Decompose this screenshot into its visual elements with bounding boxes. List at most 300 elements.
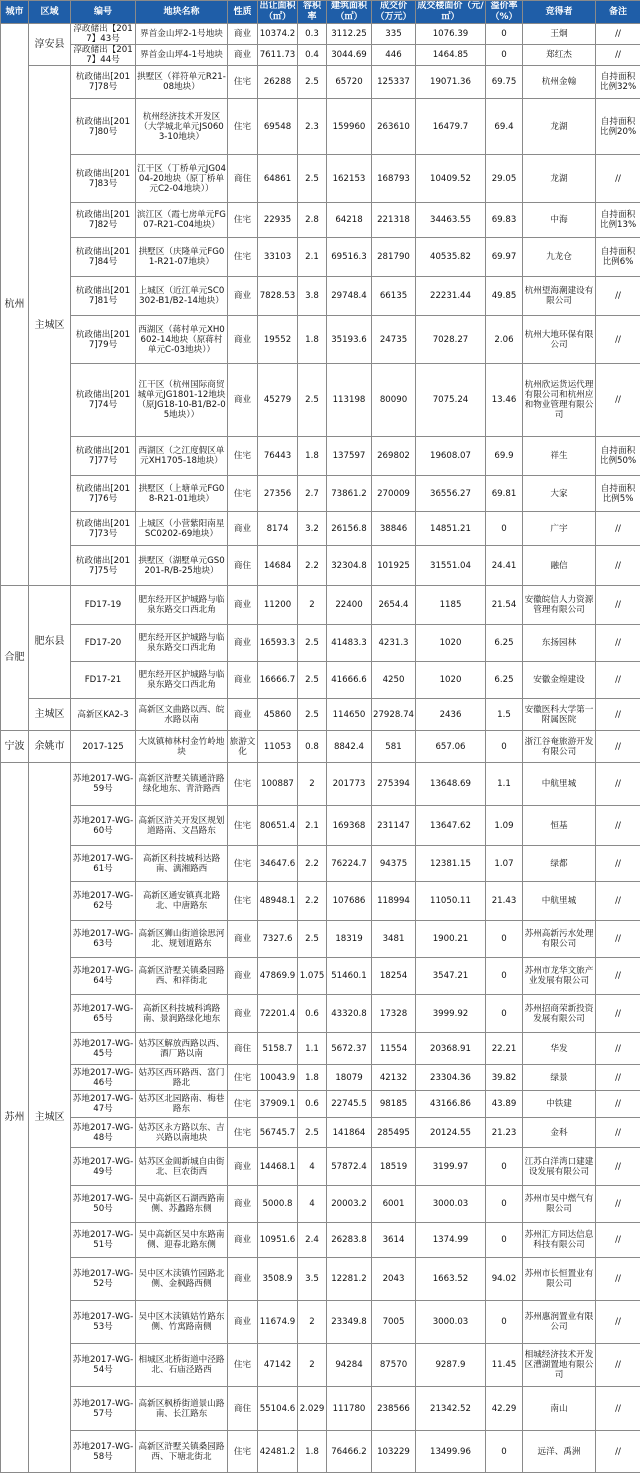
- note-cell: //: [596, 1118, 640, 1148]
- land-cell: 37909.1: [258, 1091, 298, 1118]
- use-cell: 住宅: [228, 99, 258, 155]
- name-cell: 高新区浒关开发区规划道路南、文昌路东: [136, 806, 228, 846]
- far-cell: 2.5: [298, 364, 327, 437]
- land-cell: 33103: [258, 238, 298, 277]
- gfa-cell: 8842.4: [327, 731, 372, 763]
- use-cell: 商住: [228, 155, 258, 203]
- far-cell: 0.8: [298, 731, 327, 763]
- name-cell: 界首金山坪2-1号地块: [136, 24, 228, 45]
- name-cell: 姑苏区西环路西、富门路北: [136, 1065, 228, 1091]
- winner-cell: 华发: [523, 1033, 596, 1065]
- use-cell: 住宅: [228, 1118, 258, 1148]
- use-cell: 住宅: [228, 882, 258, 921]
- price-cell: 275394: [372, 763, 416, 806]
- floor-cell: 13648.69: [416, 763, 486, 806]
- price-cell: 42132: [372, 1065, 416, 1091]
- winner-cell: 中铁建: [523, 1091, 596, 1118]
- gfa-cell: 169368: [327, 806, 372, 846]
- price-cell: 263610: [372, 99, 416, 155]
- gfa-cell: 114650: [327, 699, 372, 731]
- winner-cell: 大家: [523, 476, 596, 512]
- note-cell: //: [596, 1431, 640, 1473]
- land-cell: 47869.9: [258, 958, 298, 995]
- price-cell: 3481: [372, 921, 416, 958]
- gfa-cell: 12281.2: [327, 1258, 372, 1301]
- prem-cell: 43.89: [486, 1091, 523, 1118]
- land-cell: 80651.4: [258, 806, 298, 846]
- winner-cell: 龙湖: [523, 99, 596, 155]
- use-cell: 商业: [228, 662, 258, 699]
- code-cell: 苏地2017-WG-65号: [71, 995, 136, 1033]
- name-cell: 高新区浒墅关镇通浒路绿化地东、青浒路西: [136, 763, 228, 806]
- floor-cell: 10409.52: [416, 155, 486, 203]
- floor-cell: 36556.27: [416, 476, 486, 512]
- code-cell: 苏地2017-WG-47号: [71, 1091, 136, 1118]
- gfa-cell: 159960: [327, 99, 372, 155]
- use-cell: 商业: [228, 277, 258, 316]
- prem-cell: 1.09: [486, 806, 523, 846]
- price-cell: 24735: [372, 316, 416, 364]
- use-cell: 商业: [228, 45, 258, 66]
- use-cell: 住宅: [228, 1091, 258, 1118]
- price-cell: 269802: [372, 437, 416, 476]
- table-row: [1, 1301, 640, 1344]
- winner-cell: 祥生: [523, 437, 596, 476]
- far-cell: 2.2: [298, 882, 327, 921]
- land-cell: 72201.4: [258, 995, 298, 1033]
- prem-cell: 0: [486, 1186, 523, 1223]
- land-cell: 14684: [258, 546, 298, 586]
- use-cell: 住宅: [228, 437, 258, 476]
- code-cell: 杭政储出[2017]73号: [71, 512, 136, 546]
- name-cell: 肥东经开区护城路与临泉东路交口西北角: [136, 662, 228, 699]
- area-cell: 肥东县: [29, 586, 71, 699]
- price-cell: 2043: [372, 1258, 416, 1301]
- prem-cell: 2.06: [486, 316, 523, 364]
- far-cell: 1.075: [298, 958, 327, 995]
- price-cell: 581: [372, 731, 416, 763]
- area-cell: 主城区: [29, 66, 71, 586]
- price-cell: 27928.74: [372, 699, 416, 731]
- code-cell: 2017-125: [71, 731, 136, 763]
- name-cell: 界首金山坪4-1号地块: [136, 45, 228, 66]
- column-header-winner: 竞得者: [523, 1, 596, 24]
- use-cell: 商业: [228, 1223, 258, 1258]
- note-cell: //: [596, 995, 640, 1033]
- use-cell: 商业: [228, 921, 258, 958]
- table-row: [1, 1387, 640, 1431]
- prem-cell: 69.97: [486, 238, 523, 277]
- far-cell: 1.8: [298, 316, 327, 364]
- floor-cell: 20124.55: [416, 1118, 486, 1148]
- price-cell: 38846: [372, 512, 416, 546]
- table-row: [1, 1091, 640, 1118]
- table-row: [1, 625, 640, 662]
- gfa-cell: 41483.3: [327, 625, 372, 662]
- use-cell: 商业: [228, 1148, 258, 1186]
- prem-cell: 1.5: [486, 699, 523, 731]
- table-row: [1, 66, 640, 99]
- land-cell: 56745.7: [258, 1118, 298, 1148]
- table-row: [1, 882, 640, 921]
- floor-cell: 16479.7: [416, 99, 486, 155]
- far-cell: 2: [298, 586, 327, 625]
- winner-cell: 苏州高新污水处理有限公司: [523, 921, 596, 958]
- name-cell: 吴中区木渎镇姑竹路东侧、竹寓路南侧: [136, 1301, 228, 1344]
- name-cell: 高新区浒墅关镇桑园路西、下塘北街北: [136, 1431, 228, 1473]
- winner-cell: 绿景: [523, 1065, 596, 1091]
- price-cell: 270009: [372, 476, 416, 512]
- floor-cell: 14851.21: [416, 512, 486, 546]
- note-cell: //: [596, 45, 640, 66]
- column-header-use: 性质: [228, 1, 258, 24]
- use-cell: 商业: [228, 24, 258, 45]
- table-row: [1, 99, 640, 155]
- gfa-cell: 73861.2: [327, 476, 372, 512]
- winner-cell: 杭州金翰: [523, 66, 596, 99]
- use-cell: 旅游文化: [228, 731, 258, 763]
- far-cell: 0.6: [298, 995, 327, 1033]
- code-cell: 杭政储出[2017]84号: [71, 238, 136, 277]
- winner-cell: 东扬园林: [523, 625, 596, 662]
- use-cell: 住宅: [228, 1431, 258, 1473]
- winner-cell: 南山: [523, 1387, 596, 1431]
- floor-cell: 19071.36: [416, 66, 486, 99]
- price-cell: 7005: [372, 1301, 416, 1344]
- floor-cell: 13499.96: [416, 1431, 486, 1473]
- city-cell: 合肥: [1, 586, 29, 731]
- code-cell: 苏地2017-WG-48号: [71, 1118, 136, 1148]
- code-cell: 杭政储出[2017]74号: [71, 364, 136, 437]
- use-cell: 商住: [228, 1387, 258, 1431]
- land-cell: 11053: [258, 731, 298, 763]
- table-row: [1, 1065, 640, 1091]
- table-row: [1, 1148, 640, 1186]
- table-row: [1, 1118, 640, 1148]
- land-cell: 19552: [258, 316, 298, 364]
- price-cell: 6001: [372, 1186, 416, 1223]
- note-cell: //: [596, 586, 640, 625]
- prem-cell: 69.75: [486, 66, 523, 99]
- use-cell: 商业: [228, 958, 258, 995]
- name-cell: 西湖区（蒋村单元XH0602-14地块（原蒋村单元C-03地块））: [136, 316, 228, 364]
- prem-cell: 21.23: [486, 1118, 523, 1148]
- prem-cell: 0: [486, 731, 523, 763]
- winner-cell: 安徽金煌建设: [523, 662, 596, 699]
- prem-cell: 6.25: [486, 662, 523, 699]
- far-cell: 3.8: [298, 277, 327, 316]
- price-cell: 80090: [372, 364, 416, 437]
- winner-cell: 恒基: [523, 806, 596, 846]
- note-cell: //: [596, 958, 640, 995]
- note-cell: //: [596, 1301, 640, 1344]
- price-cell: 221318: [372, 203, 416, 238]
- code-cell: 苏地2017-WG-50号: [71, 1186, 136, 1223]
- far-cell: 2.5: [298, 66, 327, 99]
- column-header-name: 地块名称: [136, 1, 228, 24]
- prem-cell: 0: [486, 1431, 523, 1473]
- name-cell: 拱墅区（祥符单元R21-08地块）: [136, 66, 228, 99]
- gfa-cell: 22400: [327, 586, 372, 625]
- table-row: [1, 437, 640, 476]
- winner-cell: 远洋、禹洲: [523, 1431, 596, 1473]
- far-cell: 2.1: [298, 238, 327, 277]
- name-cell: 拱墅区（上塘单元FG08-R21-01地块）: [136, 476, 228, 512]
- winner-cell: 苏州汇方同达信息科技有限公司: [523, 1223, 596, 1258]
- land-cell: 16666.7: [258, 662, 298, 699]
- table-row: [1, 731, 640, 763]
- winner-cell: 中海: [523, 203, 596, 238]
- gfa-cell: 35193.6: [327, 316, 372, 364]
- floor-cell: 1185: [416, 586, 486, 625]
- code-cell: 淳政储出【2017】43号: [71, 24, 136, 45]
- price-cell: 3614: [372, 1223, 416, 1258]
- far-cell: 2.1: [298, 806, 327, 846]
- use-cell: 商业: [228, 512, 258, 546]
- prem-cell: 94.02: [486, 1258, 523, 1301]
- gfa-cell: 23349.8: [327, 1301, 372, 1344]
- note-cell: //: [596, 763, 640, 806]
- winner-cell: 江苏白洋湾口建建设发展有限公司: [523, 1148, 596, 1186]
- column-header-far: 容积率: [298, 1, 327, 24]
- price-cell: 446: [372, 45, 416, 66]
- use-cell: 住宅: [228, 846, 258, 882]
- use-cell: 住宅: [228, 203, 258, 238]
- winner-cell: 广宇: [523, 512, 596, 546]
- floor-cell: 3000.03: [416, 1186, 486, 1223]
- far-cell: 2.7: [298, 476, 327, 512]
- gfa-cell: 162153: [327, 155, 372, 203]
- table-row: [1, 24, 640, 45]
- prem-cell: 6.25: [486, 625, 523, 662]
- land-cell: 47142: [258, 1344, 298, 1387]
- name-cell: 杭州经济技术开发区（大学城北单元JS0603-10地块）: [136, 99, 228, 155]
- table-row: [1, 238, 640, 277]
- note-cell: //: [596, 1258, 640, 1301]
- use-cell: 住宅: [228, 1344, 258, 1387]
- note-cell: //: [596, 1148, 640, 1186]
- floor-cell: 40535.82: [416, 238, 486, 277]
- price-cell: 98185: [372, 1091, 416, 1118]
- price-cell: 168793: [372, 155, 416, 203]
- area-cell: 主城区: [29, 763, 71, 1473]
- land-cell: 16593.3: [258, 625, 298, 662]
- table-row: [1, 763, 640, 806]
- winner-cell: 安徽皖信人力资源管理有限公司: [523, 586, 596, 625]
- code-cell: 苏地2017-WG-63号: [71, 921, 136, 958]
- code-cell: 杭政储出[2017]83号: [71, 155, 136, 203]
- far-cell: 1.8: [298, 1431, 327, 1473]
- name-cell: 江干区（丁桥单元JG0404-20地块（原丁桥单元C2-04地块））: [136, 155, 228, 203]
- winner-cell: 中航里城: [523, 763, 596, 806]
- prem-cell: 11.45: [486, 1344, 523, 1387]
- name-cell: 拱墅区（庆隆单元FG01-R21-07地块）: [136, 238, 228, 277]
- gfa-cell: 64218: [327, 203, 372, 238]
- use-cell: 住宅: [228, 806, 258, 846]
- table-row: [1, 512, 640, 546]
- code-cell: 苏地2017-WG-61号: [71, 846, 136, 882]
- prem-cell: 0: [486, 512, 523, 546]
- name-cell: 高新区狮山街道徐思河北、规划道路东: [136, 921, 228, 958]
- name-cell: 高新区科技城科鸿路南、景润路绿化地东: [136, 995, 228, 1033]
- floor-cell: 1020: [416, 662, 486, 699]
- floor-cell: 21342.52: [416, 1387, 486, 1431]
- price-cell: 101925: [372, 546, 416, 586]
- code-cell: 杭政储出[2017]78号: [71, 66, 136, 99]
- price-cell: 125337: [372, 66, 416, 99]
- winner-cell: 安徽医科大学第一附属医院: [523, 699, 596, 731]
- note-cell: 自持面积比例6%: [596, 238, 640, 277]
- prem-cell: 69.81: [486, 476, 523, 512]
- prem-cell: 69.9: [486, 437, 523, 476]
- prem-cell: 13.46: [486, 364, 523, 437]
- note-cell: //: [596, 1387, 640, 1431]
- name-cell: 姑苏区解放西路以西、酒厂路以南: [136, 1033, 228, 1065]
- floor-cell: 7075.24: [416, 364, 486, 437]
- floor-cell: 12381.15: [416, 846, 486, 882]
- table-row: [1, 699, 640, 731]
- gfa-cell: 26283.8: [327, 1223, 372, 1258]
- winner-cell: 相城经济技术开发区漕湖置地有限公司: [523, 1344, 596, 1387]
- gfa-cell: 51460.1: [327, 958, 372, 995]
- code-cell: FD17-20: [71, 625, 136, 662]
- prem-cell: 0: [486, 1148, 523, 1186]
- use-cell: 商业: [228, 625, 258, 662]
- table-row: [1, 364, 640, 437]
- city-cell: 苏州: [1, 763, 29, 1473]
- name-cell: 吴中区木渎镇竹园路北侧、金枫路西侧: [136, 1258, 228, 1301]
- price-cell: 103229: [372, 1431, 416, 1473]
- note-cell: //: [596, 882, 640, 921]
- gfa-cell: 113198: [327, 364, 372, 437]
- code-cell: 高新区KA2-3: [71, 699, 136, 731]
- note-cell: 自持面积比例32%: [596, 66, 640, 99]
- gfa-cell: 3044.69: [327, 45, 372, 66]
- land-cell: 10374.2: [258, 24, 298, 45]
- use-cell: 住宅: [228, 1065, 258, 1091]
- note-cell: 自持面积比例5%: [596, 476, 640, 512]
- price-cell: 11554: [372, 1033, 416, 1065]
- far-cell: 3.5: [298, 1258, 327, 1301]
- use-cell: 商业: [228, 316, 258, 364]
- land-cell: 48948.1: [258, 882, 298, 921]
- name-cell: 吴中高新区吴中东路南侧、迎春北路东侧: [136, 1223, 228, 1258]
- far-cell: 1.1: [298, 1033, 327, 1065]
- table-row: [1, 662, 640, 699]
- price-cell: 4250: [372, 662, 416, 699]
- name-cell: 姑苏区北园路南、梅巷路东: [136, 1091, 228, 1118]
- table-row: [1, 921, 640, 958]
- note-cell: //: [596, 155, 640, 203]
- winner-cell: 杭州大地环保有限公司: [523, 316, 596, 364]
- price-cell: 285495: [372, 1118, 416, 1148]
- winner-cell: 郑红杰: [523, 45, 596, 66]
- gfa-cell: 94284: [327, 1344, 372, 1387]
- note-cell: //: [596, 1186, 640, 1223]
- price-cell: 118994: [372, 882, 416, 921]
- gfa-cell: 107686: [327, 882, 372, 921]
- name-cell: 姑苏区金阊新城自由街北、巨农街西: [136, 1148, 228, 1186]
- far-cell: 1.8: [298, 437, 327, 476]
- winner-cell: 苏州市吴中燃气有限公司: [523, 1186, 596, 1223]
- price-cell: 94375: [372, 846, 416, 882]
- column-header-note: 备注: [596, 1, 640, 24]
- name-cell: 高新区科技城科达路南、漓湘路西: [136, 846, 228, 882]
- far-cell: 2.029: [298, 1387, 327, 1431]
- name-cell: 姑苏区永方路以东、吉兴路以南地块: [136, 1118, 228, 1148]
- far-cell: 2.2: [298, 846, 327, 882]
- gfa-cell: 32304.8: [327, 546, 372, 586]
- use-cell: 商业: [228, 995, 258, 1033]
- code-cell: 杭政储出[2017]82号: [71, 203, 136, 238]
- column-header-price: 成交价（万元）: [372, 1, 416, 24]
- winner-cell: 苏州市长恒置业有限公司: [523, 1258, 596, 1301]
- use-cell: 住宅: [228, 763, 258, 806]
- table-row: [1, 1223, 640, 1258]
- land-cell: 100887: [258, 763, 298, 806]
- use-cell: 住宅: [228, 476, 258, 512]
- code-cell: 淳政储出【2017】44号: [71, 45, 136, 66]
- winner-cell: 融信: [523, 546, 596, 586]
- land-cell: 64861: [258, 155, 298, 203]
- code-cell: 杭政储出[2017]75号: [71, 546, 136, 586]
- table-row: [1, 958, 640, 995]
- floor-cell: 657.06: [416, 731, 486, 763]
- prem-cell: 24.41: [486, 546, 523, 586]
- far-cell: 2.5: [298, 155, 327, 203]
- land-cell: 3508.9: [258, 1258, 298, 1301]
- floor-cell: 19608.07: [416, 437, 486, 476]
- land-cell: 7611.73: [258, 45, 298, 66]
- use-cell: 商业: [228, 364, 258, 437]
- gfa-cell: 65720: [327, 66, 372, 99]
- gfa-cell: 141864: [327, 1118, 372, 1148]
- name-cell: 上城区（小营紫阳南星SC0202-69地块）: [136, 512, 228, 546]
- name-cell: 高新区文曲路以西、皖水路以南: [136, 699, 228, 731]
- land-cell: 55104.6: [258, 1387, 298, 1431]
- floor-cell: 13647.62: [416, 806, 486, 846]
- note-cell: //: [596, 277, 640, 316]
- land-cell: 26288: [258, 66, 298, 99]
- note-cell: //: [596, 806, 640, 846]
- gfa-cell: 76224.7: [327, 846, 372, 882]
- price-cell: 18254: [372, 958, 416, 995]
- gfa-cell: 18319: [327, 921, 372, 958]
- prem-cell: 0: [486, 45, 523, 66]
- use-cell: 商业: [228, 699, 258, 731]
- name-cell: 肥东经开区护城路与临泉东路交口西北角: [136, 586, 228, 625]
- note-cell: //: [596, 1065, 640, 1091]
- area-cell: 主城区: [29, 699, 71, 731]
- table-row: [1, 155, 640, 203]
- winner-cell: 杭州望海潮建设有限公司: [523, 277, 596, 316]
- column-header-area: 区域: [29, 1, 71, 24]
- far-cell: 2.3: [298, 99, 327, 155]
- prem-cell: 0: [486, 995, 523, 1033]
- land-cell: 11200: [258, 586, 298, 625]
- code-cell: 苏地2017-WG-62号: [71, 882, 136, 921]
- floor-cell: 3199.97: [416, 1148, 486, 1186]
- name-cell: 相城区北桥街道中泾路北、石庙泾路西: [136, 1344, 228, 1387]
- land-cell: 76443: [258, 437, 298, 476]
- note-cell: //: [596, 625, 640, 662]
- column-header-gfa: 建筑面积（㎡）: [327, 1, 372, 24]
- code-cell: FD17-21: [71, 662, 136, 699]
- winner-cell: 绿都: [523, 846, 596, 882]
- name-cell: 拱墅区（湖墅单元GS0201-R/B-25地块）: [136, 546, 228, 586]
- far-cell: 2.8: [298, 203, 327, 238]
- far-cell: 3.2: [298, 512, 327, 546]
